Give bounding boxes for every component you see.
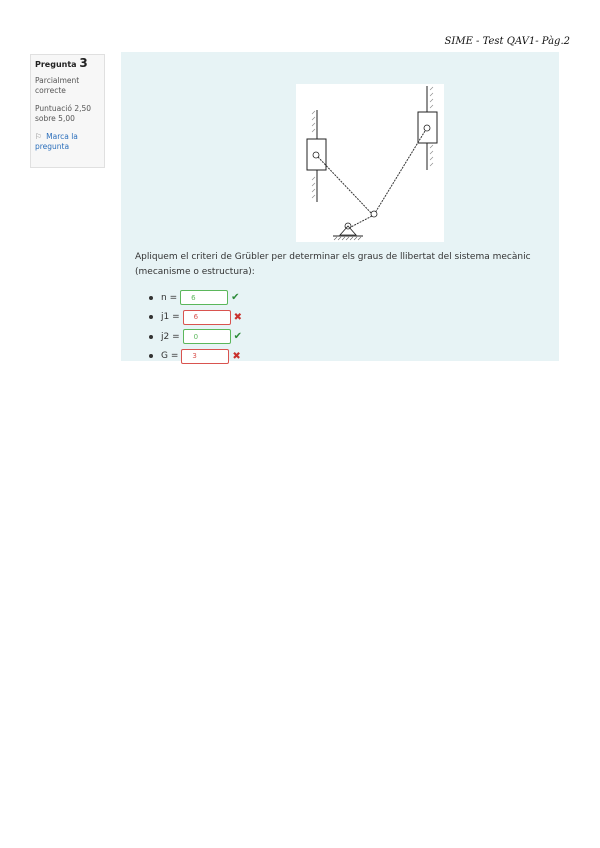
answer-input-n[interactable]	[180, 290, 228, 305]
prompt-line-1: Apliquem el criteri de Grübler per determinar els graus de llibertat del sistema mecànic	[135, 252, 531, 262]
question-title	[35, 58, 100, 70]
flag-question-link[interactable]	[35, 132, 100, 152]
answer-list	[149, 288, 242, 366]
flag-icon: ⚐	[35, 132, 42, 141]
question-prompt	[135, 250, 559, 280]
mechanism-diagram	[296, 84, 444, 242]
check-icon: ✔	[231, 292, 240, 304]
answer-label-j1: j1 =	[161, 312, 180, 323]
prompt-line-2: (mecanisme o estructura):	[135, 267, 255, 277]
answer-input-j2[interactable]	[183, 329, 231, 344]
question-content	[121, 52, 559, 361]
bullet	[149, 335, 153, 339]
page-header: SIME - Test QAV1- Pàg.2	[444, 36, 570, 47]
answer-label-n: n =	[161, 292, 178, 303]
answer-label-g: G =	[161, 351, 179, 362]
bullet	[149, 296, 153, 300]
question-state: Parcialment correcte	[35, 76, 80, 95]
cross-icon: ✖	[233, 311, 243, 323]
check-icon: ✔	[233, 331, 243, 343]
answer-item-j1	[149, 308, 242, 328]
question-number: 3	[79, 56, 88, 70]
question-info-box	[30, 54, 105, 168]
answer-item-n	[149, 288, 242, 308]
question-label: Pregunta	[35, 60, 77, 69]
cross-icon: ✖	[232, 350, 241, 362]
answer-item-j2	[149, 327, 242, 347]
flag-question-label: Marca la pregunta	[35, 132, 78, 151]
answer-input-g[interactable]	[181, 349, 229, 364]
question-grade: Puntuació 2,50 sobre 5,00	[35, 104, 92, 123]
answer-label-j2: j2 =	[161, 331, 180, 342]
bullet	[149, 315, 153, 319]
answer-item-g	[149, 347, 242, 367]
bullet	[149, 354, 153, 358]
answer-input-j1[interactable]	[183, 310, 231, 325]
